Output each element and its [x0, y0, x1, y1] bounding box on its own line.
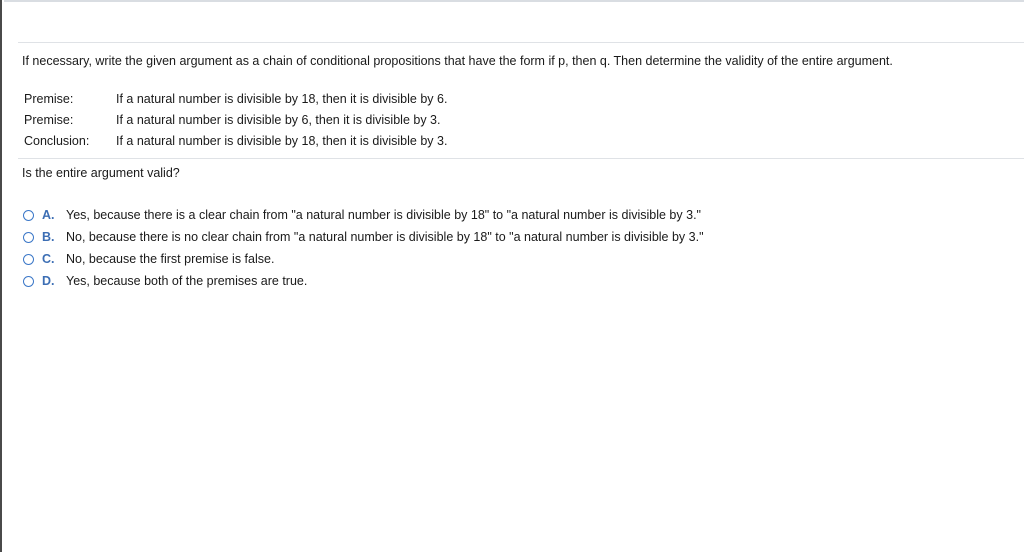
option-text[interactable]: Yes, because there is a clear chain from "a natural number is divisible by 18" to "a natural number is divisible by 3." — [66, 208, 701, 222]
section-divider-middle — [18, 158, 1024, 159]
argument-label: Premise: — [24, 112, 74, 127]
option-text[interactable]: No, because the first premise is false. — [66, 252, 275, 266]
option-d[interactable] — [22, 270, 704, 292]
argument-text: If a natural number is divisible by 6, then it is divisible by 3. — [116, 112, 441, 127]
option-c[interactable] — [22, 248, 704, 270]
answer-options — [22, 204, 704, 292]
option-text[interactable]: Yes, because both of the premises are true. — [66, 274, 308, 288]
option-letter: D. — [42, 274, 55, 288]
radio-button-icon[interactable] — [23, 276, 34, 287]
radio-button-icon[interactable] — [23, 254, 34, 265]
radio-button-icon[interactable] — [23, 210, 34, 221]
option-b[interactable] — [22, 226, 704, 248]
option-text[interactable]: No, because there is no clear chain from "a natural number is divisible by 18" to "a natural number is divisible by 3." — [66, 230, 704, 244]
argument-text: If a natural number is divisible by 18, then it is divisible by 3. — [116, 133, 448, 148]
argument-conclusion — [24, 130, 447, 151]
option-letter: C. — [42, 252, 55, 266]
question-instruction: If necessary, write the given argument as a chain of conditional propositions that have the form if p, then q. Then determine the validity of the entire argument. — [22, 54, 893, 68]
option-letter: B. — [42, 230, 55, 244]
question-prompt: Is the entire argument valid? — [22, 166, 180, 180]
argument-label: Premise: — [24, 91, 74, 106]
argument-block — [24, 88, 447, 151]
option-letter: A. — [42, 208, 55, 222]
argument-label: Conclusion: — [24, 133, 90, 148]
argument-premise-2 — [24, 109, 447, 130]
top-divider — [4, 0, 1024, 2]
argument-premise-1 — [24, 88, 447, 109]
radio-button-icon[interactable] — [23, 232, 34, 243]
option-a[interactable] — [22, 204, 704, 226]
section-divider-top — [18, 42, 1024, 43]
argument-text: If a natural number is divisible by 18, then it is divisible by 6. — [116, 91, 448, 106]
